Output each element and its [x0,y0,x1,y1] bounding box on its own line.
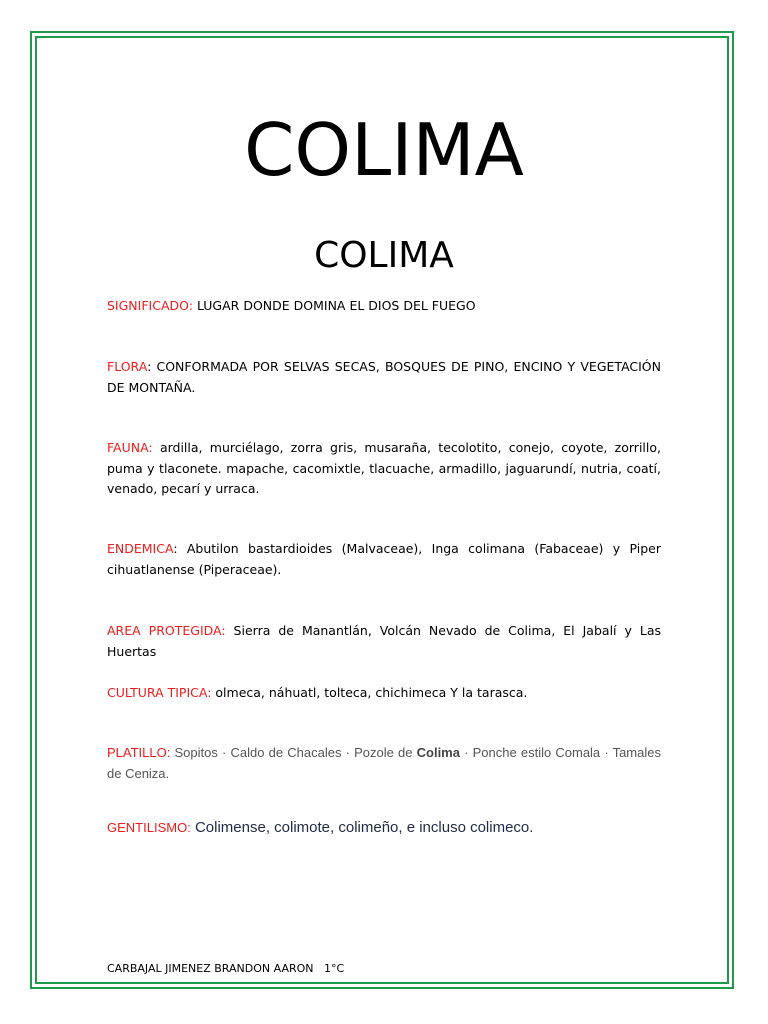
section-text: olmeca, náhuatl, tolteca, chichimeca Y la tarasca. [211,685,528,700]
section-label: SIGNIFICADO: [107,298,193,313]
section-label: PLATILLO: [107,745,171,760]
section-text: · Ponche estilo Comala · Tamales de Ceniza. [107,745,661,781]
section-label: FAUNA: [107,440,153,455]
section-label: CULTURA TIPICA: [107,685,212,700]
section-cultura-tipica [107,683,661,704]
section-text: ardilla, murciélago, zorra gris, musaraña, tecolotito, conejo, coyote, zorrillo, puma y tlaconete. mapache, cacomixtle, tlacuache, armadillo, jaguarundí, nutria, coatí, venado, pecarí y urraca. [107,440,661,496]
section-gentilismo [107,818,661,839]
section-endemica [107,539,661,580]
section-text: : Abutilon bastardioides (Malvaceae), Inga colimana (Fabaceae) y Piper cihuatlanense (Piperaceae). [107,541,661,577]
section-flora [107,357,661,398]
section-text: Sopitos · Caldo de Chacales · Pozole de [170,745,417,760]
section-fauna [107,438,661,500]
section-text: LUGAR DONDE DOMINA EL DIOS DEL FUEGO [192,298,476,313]
section-text: : CONFORMADA POR SELVAS SECAS, BOSQUES DE PINO, ENCINO Y VEGETACIÓN DE MONTAÑA. [107,359,661,395]
section-platillo [107,743,661,784]
section-label: AREA PROTEGIDA: [107,623,226,638]
section-label: GENTILISMO: [107,820,191,835]
section-significado [107,296,661,317]
section-area-protegida [107,621,661,662]
author-footer: CARBAJAL JIMENEZ BRANDON AARON 1°C [107,962,345,975]
section-label: FLORA [107,359,148,374]
section-text: Sierra de Manantlán, Volcán Nevado de Colima, El Jabalí y Las Huertas [107,623,661,659]
section-label: ENDEMICA [107,541,174,556]
section-text-bold: Colima [416,745,460,760]
section-text: Colimense, colimote, colimeño, e incluso colimeco. [190,819,534,836]
document-title: COLIMA [244,108,524,192]
document-subtitle: COLIMA [314,235,454,276]
